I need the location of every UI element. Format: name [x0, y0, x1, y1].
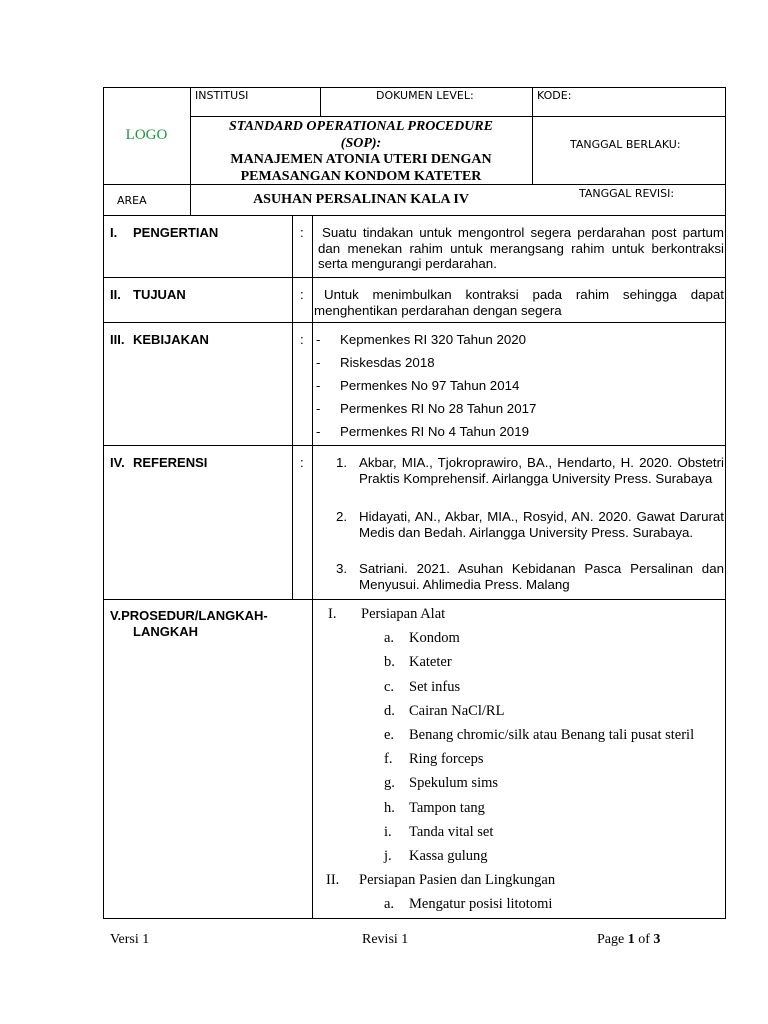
footer-page-number: Page 1 of 3	[597, 932, 661, 947]
logo	[103, 127, 190, 144]
document-title	[190, 119, 532, 185]
list-item: h. Tampon tang	[384, 799, 485, 816]
logo-text: LOGO	[125, 127, 168, 143]
section-num: III.	[110, 332, 125, 347]
list-item: f. Ring forceps	[384, 751, 484, 768]
section-tujuan-label: II. TUJUAN	[110, 287, 186, 302]
list-item: j. Kassa gulung	[384, 847, 488, 864]
list-item: a. Mengatur posisi litotomi	[384, 896, 553, 913]
title-line-3: MANAJEMEN ATONIA UTERI DENGAN	[230, 152, 492, 167]
colon: :	[300, 332, 304, 347]
reference-num: 2.	[336, 509, 348, 524]
dokumen-level-label: DOKUMEN LEVEL:	[376, 89, 474, 102]
list-item: e. Benang chromic/silk atau Benang tali pusat steril	[384, 726, 695, 743]
tanggal-berlaku-label: TANGGAL BERLAKU:	[570, 138, 681, 151]
procedure-group-heading: II. Persiapan Pasien dan Lingkungan	[326, 872, 556, 889]
section-num: II.	[110, 287, 121, 302]
area-value: ASUHAN PERSALINAN KALA IV	[253, 192, 469, 207]
list-item: - Permenkes No 97 Tahun 2014	[316, 378, 520, 393]
section-num: IV.	[110, 455, 125, 470]
colon: :	[300, 225, 304, 240]
title-line-2: (SOP):	[340, 135, 382, 151]
list-item: - Permenkes RI No 4 Tahun 2019	[316, 424, 529, 439]
reference-text: Akbar, MIA., Tjokroprawiro, BA., Hendarto, H. 2020. Obstetri Praktis Komprehensif. Airlangga University Press. Surabaya	[359, 455, 724, 486]
section-kebijakan-label: III. KEBIJAKAN	[110, 332, 209, 347]
reference-item	[336, 561, 724, 592]
reference-item	[336, 509, 724, 540]
reference-text: Hidayati, AN., Akbar, MIA., Rosyid, AN. 2020. Gawat Darurat Medis dan Bedah. Airlangga University Press. Surabaya.	[359, 509, 724, 540]
tujuan-text: Untuk menimbulkan kontraksi pada rahim sehingga dapat menghentikan perdarahan dengan segera	[314, 287, 724, 318]
footer-revisi: Revisi 1	[362, 932, 409, 947]
prosedur-list	[326, 606, 724, 920]
title-line-4: PEMASANGAN KONDOM KATETER	[240, 168, 482, 184]
kebijakan-list	[316, 332, 716, 447]
list-item: d. Cairan NaCl/RL	[384, 702, 505, 719]
list-item: - Riskesdas 2018	[316, 355, 435, 370]
area-label: AREA	[117, 194, 147, 207]
colon: :	[300, 455, 304, 470]
section-prosedur-label: V.PROSEDUR/LANGKAH- LANGKAH	[110, 608, 268, 639]
list-item: a. Kondom	[384, 630, 460, 647]
pengertian-text: Suatu tindakan untuk mengontrol segera perdarahan post partum dan menekan rahim untuk merangsang rahim untuk berkontraksi serta mengurangi perdarahan.	[318, 225, 724, 271]
reference-item	[336, 455, 724, 486]
reference-num: 3.	[336, 561, 348, 576]
list-item: i. Tanda vital set	[384, 823, 494, 840]
kode-label: KODE:	[537, 89, 572, 102]
tanggal-revisi-label: TANGGAL REVISI:	[579, 187, 675, 200]
colon: :	[300, 287, 304, 302]
list-item: - Permenkes RI No 28 Tahun 2017	[316, 401, 537, 416]
title-line-1: STANDARD OPERATIONAL PROCEDURE	[229, 119, 493, 134]
footer-versi: Versi 1	[110, 932, 150, 947]
list-item: g. Spekulum sims	[384, 775, 499, 792]
section-referensi-label: IV. REFERENSI	[110, 455, 208, 470]
list-item: c. Set infus	[384, 678, 461, 695]
list-item: b. Kateter	[384, 654, 452, 671]
reference-num: 1.	[336, 455, 348, 470]
institusi-label: INSTITUSI	[195, 89, 249, 102]
list-item: - Kepmenkes RI 320 Tahun 2020	[316, 332, 527, 347]
section-num: I.	[110, 225, 118, 240]
reference-text: Satriani. 2021. Asuhan Kebidanan Pasca Persalinan dan Menyusui. Ahlimedia Press. Malang	[359, 561, 724, 592]
section-pengertian-label: I. PENGERTIAN	[110, 225, 219, 240]
procedure-group-heading: I. Persiapan Alat	[328, 606, 446, 622]
